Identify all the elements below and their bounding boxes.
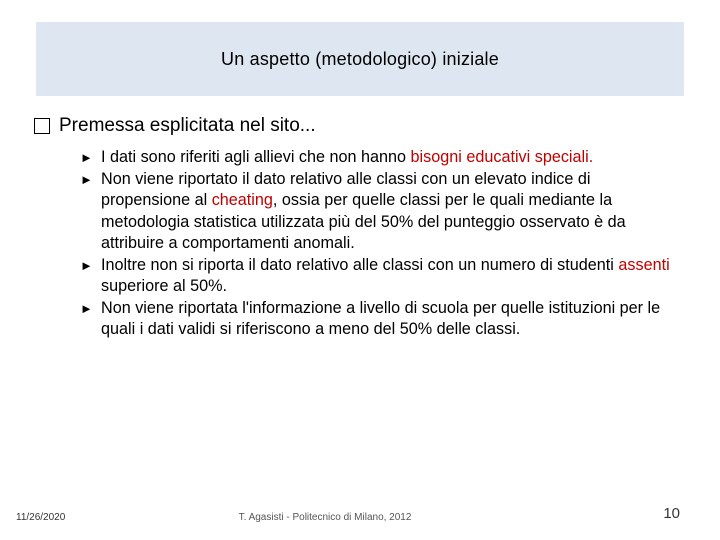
arrow-bullet-icon: ► [80, 257, 93, 273]
bullet-list [80, 147, 682, 341]
bullet-item-4 [80, 298, 682, 341]
footer-date: 11/26/2020 [16, 512, 66, 523]
highlight-text: bisogni educativi speciali. [410, 148, 594, 166]
slide-title: Un aspetto (metodologico) iniziale [221, 48, 499, 69]
title-banner [36, 22, 684, 96]
main-point [34, 115, 694, 137]
highlight-text: cheating [211, 191, 273, 209]
footer-author: T. Agasisti - Politecnico di Milano, 2012 [238, 512, 412, 523]
bullet-text: Inoltre non si riporta il dato relativo alle classi con un numero di studenti assenti superiore al 50%. [101, 255, 670, 295]
arrow-bullet-icon: ► [80, 171, 93, 187]
arrow-bullet-icon: ► [80, 150, 93, 165]
checkbox-bullet-icon [34, 118, 50, 134]
bullet-text: Non viene riportata l'informazione a livello di scuola per quelle istituzioni per le quali i dati validi si riferiscono a meno del 50% delle classi. [101, 298, 661, 338]
page-number: 10 [663, 505, 680, 522]
bullet-item-1 [80, 147, 682, 169]
bullet-text: Non viene riportato il dato relativo alle classi con un elevato indice di propensione al cheating, ossia per quelle classi per le quali mediante la metodologia statistica utilizzata più del 50% del punteggio osservato è da attribuire a comportamenti anomali. [101, 169, 626, 252]
arrow-bullet-icon: ► [80, 300, 93, 316]
main-point-text: Premessa esplicitata nel sito... [59, 115, 316, 136]
bullet-item-2 [80, 169, 682, 255]
bullet-text: I dati sono riferiti agli allievi che non hanno bisogni educativi speciali. [101, 148, 594, 166]
highlight-text: assenti [618, 255, 670, 274]
bullet-item-3 [80, 255, 682, 298]
